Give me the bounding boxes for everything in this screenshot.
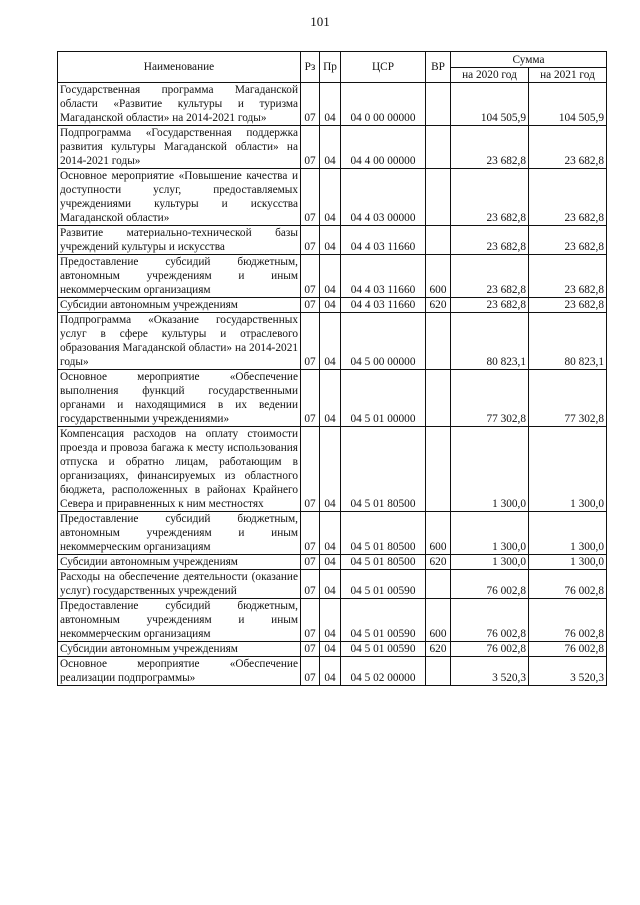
cell-2021: 3 520,3 xyxy=(529,657,607,686)
cell-2021: 23 682,8 xyxy=(529,126,607,169)
cell-name: Государственная программа Магаданской области «Развитие культуры и туризма Магаданской области» на 2014-2021 годы» xyxy=(58,83,301,126)
cell-vr xyxy=(426,226,451,255)
table-row xyxy=(58,657,607,686)
cell-pr: 04 xyxy=(320,83,341,126)
cell-csr: 04 5 01 00590 xyxy=(341,599,426,642)
cell-2021: 76 002,8 xyxy=(529,599,607,642)
cell-csr: 04 5 01 00590 xyxy=(341,570,426,599)
cell-name: Расходы на обеспечение деятельности (оказание услуг) государственных учреждений xyxy=(58,570,301,599)
table-row xyxy=(58,313,607,370)
cell-2021: 23 682,8 xyxy=(529,226,607,255)
cell-rz: 07 xyxy=(301,657,320,686)
cell-rz: 07 xyxy=(301,313,320,370)
cell-csr: 04 4 03 11660 xyxy=(341,298,426,313)
table-row xyxy=(58,555,607,570)
cell-rz: 07 xyxy=(301,599,320,642)
cell-vr xyxy=(426,83,451,126)
cell-rz: 07 xyxy=(301,555,320,570)
cell-2021: 80 823,1 xyxy=(529,313,607,370)
cell-2020: 77 302,8 xyxy=(451,370,529,427)
cell-vr: 600 xyxy=(426,512,451,555)
cell-name: Подпрограмма «Оказание государственных услуг в сфере культуры и отраслевого образования Магаданской области» на 2014-2021 годы» xyxy=(58,313,301,370)
cell-rz: 07 xyxy=(301,226,320,255)
cell-vr: 620 xyxy=(426,555,451,570)
cell-2021: 76 002,8 xyxy=(529,642,607,657)
cell-vr xyxy=(426,313,451,370)
cell-csr: 04 4 00 00000 xyxy=(341,126,426,169)
cell-rz: 07 xyxy=(301,370,320,427)
cell-rz: 07 xyxy=(301,427,320,512)
cell-name: Развитие материально-технической базы учреждений культуры и искусства xyxy=(58,226,301,255)
header-vr: ВР xyxy=(426,52,451,83)
cell-rz: 07 xyxy=(301,570,320,599)
cell-rz: 07 xyxy=(301,512,320,555)
cell-name: Субсидии автономным учреждениям xyxy=(58,298,301,313)
cell-pr: 04 xyxy=(320,370,341,427)
cell-csr: 04 5 01 00590 xyxy=(341,642,426,657)
table-row xyxy=(58,126,607,169)
cell-csr: 04 4 03 11660 xyxy=(341,226,426,255)
cell-2020: 3 520,3 xyxy=(451,657,529,686)
cell-name: Основное мероприятие «Повышение качества и доступности услуг, предоставляемых учреждениями культуры и искусства Магаданской области» xyxy=(58,169,301,226)
cell-2020: 23 682,8 xyxy=(451,169,529,226)
cell-csr: 04 5 01 80500 xyxy=(341,512,426,555)
table-row xyxy=(58,370,607,427)
header-2021: на 2021 год xyxy=(529,68,607,83)
cell-pr: 04 xyxy=(320,298,341,313)
cell-2021: 104 505,9 xyxy=(529,83,607,126)
cell-2020: 23 682,8 xyxy=(451,226,529,255)
cell-pr: 04 xyxy=(320,226,341,255)
cell-2021: 23 682,8 xyxy=(529,298,607,313)
cell-2021: 1 300,0 xyxy=(529,427,607,512)
cell-rz: 07 xyxy=(301,255,320,298)
cell-2020: 1 300,0 xyxy=(451,555,529,570)
cell-rz: 07 xyxy=(301,169,320,226)
table-body xyxy=(58,83,607,686)
cell-vr xyxy=(426,126,451,169)
cell-name: Компенсация расходов на оплату стоимости проезда и провоза багажа к месту использования отпуска и обратно лицам, работающим в организациях, финансируемых из областного бюджета, расположенных в районах Крайнего Севера и приравненных к ним местностях xyxy=(58,427,301,512)
header-sum: Сумма xyxy=(451,52,607,68)
cell-2021: 23 682,8 xyxy=(529,255,607,298)
cell-2020: 76 002,8 xyxy=(451,599,529,642)
cell-pr: 04 xyxy=(320,570,341,599)
table-row xyxy=(58,642,607,657)
cell-pr: 04 xyxy=(320,427,341,512)
cell-vr xyxy=(426,657,451,686)
cell-csr: 04 5 01 80500 xyxy=(341,427,426,512)
cell-csr: 04 5 02 00000 xyxy=(341,657,426,686)
cell-name: Основное мероприятие «Обеспечение выполнения функций государственными органами и находящимися в их ведении государственными учреждениями» xyxy=(58,370,301,427)
header-name: Наименование xyxy=(58,52,301,83)
cell-name: Предоставление субсидий бюджетным, автономным учреждениям и иным некоммерческим организациям xyxy=(58,512,301,555)
cell-2020: 23 682,8 xyxy=(451,255,529,298)
header-rz: Рз xyxy=(301,52,320,83)
cell-rz: 07 xyxy=(301,126,320,169)
cell-csr: 04 0 00 00000 xyxy=(341,83,426,126)
cell-vr xyxy=(426,169,451,226)
table-row xyxy=(58,226,607,255)
cell-vr: 600 xyxy=(426,599,451,642)
cell-pr: 04 xyxy=(320,599,341,642)
cell-vr xyxy=(426,570,451,599)
table-row xyxy=(58,83,607,126)
cell-2021: 1 300,0 xyxy=(529,555,607,570)
cell-2020: 80 823,1 xyxy=(451,313,529,370)
table-row xyxy=(58,599,607,642)
cell-name: Предоставление субсидий бюджетным, автономным учреждениям и иным некоммерческим организациям xyxy=(58,255,301,298)
table-row xyxy=(58,570,607,599)
table-row xyxy=(58,255,607,298)
cell-vr: 620 xyxy=(426,298,451,313)
cell-rz: 07 xyxy=(301,642,320,657)
page-number: 101 xyxy=(310,14,330,29)
cell-pr: 04 xyxy=(320,255,341,298)
cell-2020: 76 002,8 xyxy=(451,570,529,599)
cell-pr: 04 xyxy=(320,126,341,169)
cell-csr: 04 4 03 11660 xyxy=(341,255,426,298)
cell-2020: 23 682,8 xyxy=(451,298,529,313)
header-2020: на 2020 год xyxy=(451,68,529,83)
budget-table xyxy=(57,51,607,686)
table-row xyxy=(58,298,607,313)
cell-2021: 23 682,8 xyxy=(529,169,607,226)
cell-2020: 23 682,8 xyxy=(451,126,529,169)
header-csr: ЦСР xyxy=(341,52,426,83)
cell-csr: 04 5 01 80500 xyxy=(341,555,426,570)
cell-rz: 07 xyxy=(301,83,320,126)
cell-name: Субсидии автономным учреждениям xyxy=(58,642,301,657)
cell-name: Основное мероприятие «Обеспечение реализации подпрограммы» xyxy=(58,657,301,686)
cell-2021: 1 300,0 xyxy=(529,512,607,555)
cell-pr: 04 xyxy=(320,642,341,657)
cell-2020: 76 002,8 xyxy=(451,642,529,657)
table-row xyxy=(58,427,607,512)
cell-2021: 77 302,8 xyxy=(529,370,607,427)
cell-csr: 04 5 00 00000 xyxy=(341,313,426,370)
table-row xyxy=(58,512,607,555)
cell-pr: 04 xyxy=(320,169,341,226)
table-row xyxy=(58,169,607,226)
cell-2020: 1 300,0 xyxy=(451,427,529,512)
cell-name: Субсидии автономным учреждениям xyxy=(58,555,301,570)
cell-pr: 04 xyxy=(320,555,341,570)
cell-2020: 1 300,0 xyxy=(451,512,529,555)
cell-2020: 104 505,9 xyxy=(451,83,529,126)
cell-csr: 04 4 03 00000 xyxy=(341,169,426,226)
cell-rz: 07 xyxy=(301,298,320,313)
header-pr: Пр xyxy=(320,52,341,83)
cell-pr: 04 xyxy=(320,313,341,370)
cell-pr: 04 xyxy=(320,512,341,555)
cell-vr: 620 xyxy=(426,642,451,657)
cell-name: Подпрограмма «Государственная поддержка развития культуры Магаданской области» на 2014-2021 годы» xyxy=(58,126,301,169)
cell-vr xyxy=(426,427,451,512)
cell-csr: 04 5 01 00000 xyxy=(341,370,426,427)
cell-vr: 600 xyxy=(426,255,451,298)
cell-2021: 76 002,8 xyxy=(529,570,607,599)
cell-name: Предоставление субсидий бюджетным, автономным учреждениям и иным некоммерческим организациям xyxy=(58,599,301,642)
cell-vr xyxy=(426,370,451,427)
cell-pr: 04 xyxy=(320,657,341,686)
